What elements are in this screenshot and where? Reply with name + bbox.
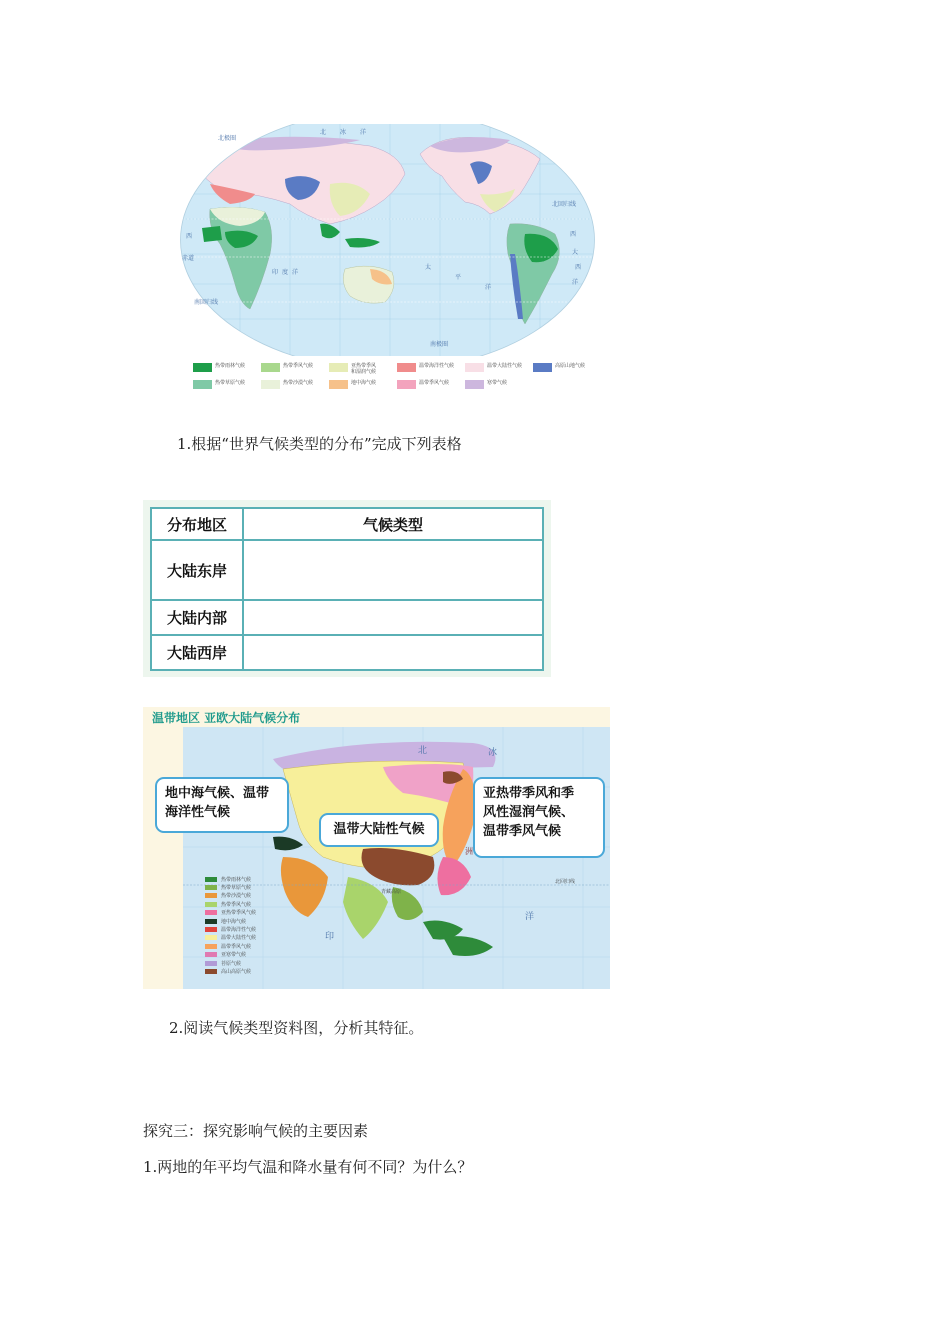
- eurasia-legend: [205, 875, 256, 976]
- label-pacific-3: 洋: [485, 284, 492, 291]
- legend-item: [465, 363, 533, 375]
- legend-item: [465, 380, 533, 389]
- legend-swatch: [465, 380, 484, 389]
- legend-label: 地中海气候: [351, 380, 377, 386]
- legend-label: 热带沙漠气候: [221, 893, 252, 900]
- legend-swatch: [205, 902, 217, 907]
- section-3-heading: 探究三：探究影响气候的主要因素: [143, 1122, 369, 1140]
- label-pacific-1: 太: [425, 264, 432, 271]
- legend-item: [397, 380, 465, 389]
- callout-west-coast: 地中海气候、温带 海洋性气候: [155, 777, 289, 833]
- legend-swatch: [205, 919, 217, 924]
- legend-swatch: [205, 969, 217, 974]
- row-label-west-coast: 大陆西岸: [151, 635, 243, 670]
- legend-swatch: [465, 363, 484, 372]
- legend-label: 高原山地气候: [555, 363, 586, 369]
- table-row: [151, 600, 543, 635]
- legend-item: [329, 380, 397, 389]
- legend-item: [205, 900, 256, 908]
- legend-swatch: [193, 380, 212, 389]
- header-climate-type: 气候类型: [243, 508, 543, 540]
- legend-item: [397, 363, 465, 375]
- legend-label: 温带季风气候: [221, 943, 252, 950]
- legend-swatch: [205, 885, 217, 890]
- legend-label: 热带草原气候: [221, 885, 252, 892]
- legend-swatch: [397, 363, 416, 372]
- legend-label: 地中海气候: [221, 918, 247, 925]
- legend-label: 温带大陆性气候: [487, 363, 523, 369]
- legend-item: [205, 875, 256, 883]
- label-atlantic-1: 大: [572, 249, 579, 256]
- table-header-row: [151, 508, 543, 540]
- legend-item: [533, 363, 601, 375]
- legend-item: [205, 892, 256, 900]
- legend-label: 热带季风气候: [283, 363, 314, 369]
- question-2: 2.阅读气候类型资料图，分析其特征。: [169, 1019, 424, 1037]
- legend-swatch: [205, 910, 217, 915]
- row-label-east-coast: 大陆东岸: [151, 540, 243, 600]
- legend-swatch: [205, 952, 217, 957]
- legend-label: 亚寒带气候: [221, 952, 247, 959]
- climate-table-panel: [143, 500, 551, 677]
- legend-item: [193, 363, 261, 375]
- legend-label: 热带雨林气候: [215, 363, 246, 369]
- legend-swatch: [205, 935, 217, 940]
- label-tropic-capricorn: 南回归线: [194, 299, 219, 306]
- legend-swatch: [205, 944, 217, 949]
- legend-label: 温带季风气候: [419, 380, 450, 386]
- legend-item: [261, 380, 329, 389]
- label-west-right: 西: [570, 231, 577, 238]
- legend-label: 热带季风气候: [221, 901, 252, 908]
- legend-swatch: [329, 380, 348, 389]
- eurasia-climate-map: [143, 707, 610, 989]
- legend-swatch: [193, 363, 212, 372]
- legend-item: [205, 883, 256, 891]
- legend-label: 温带大陆性气候: [221, 935, 257, 942]
- question-3: 1.两地的年平均气温和降水量有何不同？为什么？: [143, 1158, 473, 1176]
- legend-label: 热带沙漠气候: [283, 380, 314, 386]
- label-atlantic-2: 西: [575, 264, 582, 271]
- label-arctic-1: 北: [320, 129, 327, 136]
- legend-label: 温带海洋性气候: [419, 363, 455, 369]
- legend-swatch: [261, 380, 280, 389]
- legend-item: [205, 967, 256, 975]
- legend-swatch: [205, 877, 217, 882]
- answer-cell-interior[interactable]: [243, 600, 543, 635]
- legend-swatch: [397, 380, 416, 389]
- legend-label: 热带草原气候: [215, 380, 246, 386]
- world-climate-map: [180, 124, 595, 356]
- world-legend-row-1: [193, 363, 601, 375]
- label-arctic-3: 洋: [360, 129, 367, 136]
- legend-item: [205, 951, 256, 959]
- answer-cell-west-coast[interactable]: [243, 635, 543, 670]
- label-north-pole: 北极圈: [218, 135, 237, 142]
- label-arctic-2: 冰: [340, 129, 347, 136]
- legend-item: [205, 925, 256, 933]
- legend-item: [205, 909, 256, 917]
- legend-swatch: [533, 363, 552, 372]
- legend-item: [193, 380, 261, 389]
- legend-item: [205, 959, 256, 967]
- legend-label: 苔原气候: [221, 960, 242, 967]
- label-indian-2: 度: [282, 269, 289, 276]
- legend-label: 亚热带季风气候: [221, 910, 257, 917]
- legend-label: 亚热带季风 和湿润气候: [351, 363, 377, 375]
- eurasia-label-plateau: 青藏高原: [381, 889, 402, 895]
- label-pacific-2: 平: [455, 274, 462, 281]
- eurasia-map-title: 温带地区 亚欧大陆气候分布: [152, 711, 301, 725]
- legend-label: 热带雨林气候: [221, 876, 252, 883]
- table-row: [151, 540, 543, 600]
- table-row: [151, 635, 543, 670]
- legend-item: [261, 363, 329, 375]
- label-west-left: 西: [186, 233, 193, 240]
- answer-cell-east-coast[interactable]: [243, 540, 543, 600]
- legend-swatch: [205, 893, 217, 898]
- eurasia-label-zhou: 洲: [465, 847, 473, 856]
- world-legend-row-2: [193, 380, 533, 389]
- header-region: 分布地区: [151, 508, 243, 540]
- label-indian-3: 洋: [292, 269, 299, 276]
- eurasia-label-tropic: 北回归线: [555, 879, 576, 885]
- eurasia-label-north: 北: [418, 746, 428, 756]
- legend-label: 温带海洋性气候: [221, 927, 257, 934]
- legend-label: 寒带气候: [487, 380, 508, 386]
- legend-swatch: [329, 363, 348, 372]
- eurasia-label-bing: 冰: [488, 748, 498, 758]
- callout-east-coast: 亚热带季风和季 风性湿润气候、 温带季风气候: [473, 777, 605, 858]
- label-atlantic-3: 洋: [572, 279, 579, 286]
- legend-item: [205, 917, 256, 925]
- legend-swatch: [205, 927, 217, 932]
- callout-interior: 温带大陆性气候: [319, 813, 439, 847]
- climate-table: [150, 507, 544, 671]
- legend-swatch: [205, 961, 217, 966]
- label-equator: 赤道: [182, 255, 195, 262]
- label-tropic-cancer: 北回归线: [552, 201, 577, 208]
- legend-swatch: [261, 363, 280, 372]
- legend-item: [205, 942, 256, 950]
- row-label-interior: 大陆内部: [151, 600, 243, 635]
- eurasia-label-indian: 印: [325, 932, 335, 942]
- legend-item: [205, 934, 256, 942]
- label-indian-1: 印: [272, 269, 279, 276]
- label-south-pole: 南极圈: [430, 341, 449, 348]
- legend-item: [329, 363, 397, 375]
- legend-label: 高山高原气候: [221, 968, 252, 975]
- question-1: 1.根据“世界气候类型的分布”完成下列表格: [177, 435, 462, 453]
- eurasia-label-ocean: 洋: [525, 912, 535, 922]
